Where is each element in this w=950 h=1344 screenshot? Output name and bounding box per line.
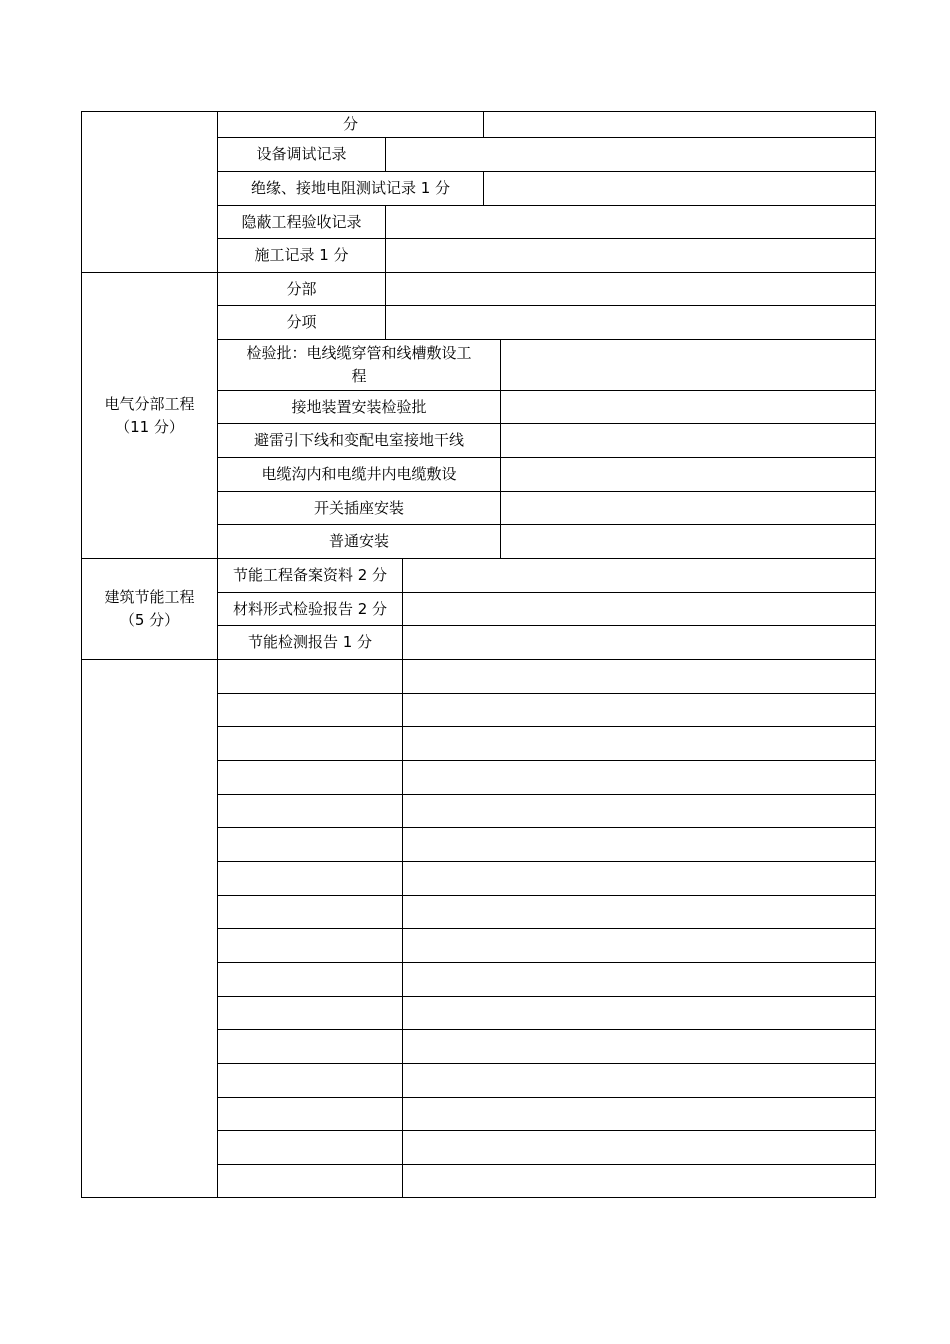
item-label: 接地装置安装检验批 [291, 397, 427, 416]
item-label: 分项 [286, 313, 317, 331]
item-label: 分部 [286, 279, 317, 298]
category-cell [82, 559, 217, 659]
row-divider [217, 895, 876, 896]
category-label: 建筑节能工程 [104, 588, 195, 606]
item-label: 节能工程备案资料 2 分 [232, 566, 388, 584]
item-cell [218, 206, 385, 238]
item-cell [218, 391, 500, 423]
item-cell [218, 239, 385, 272]
column-divider [483, 111, 484, 138]
item-cell [218, 273, 385, 305]
item-label: 设备调试记录 [256, 145, 347, 163]
column-divider [402, 558, 403, 1198]
column-divider [483, 171, 484, 206]
row-divider [217, 794, 876, 795]
item-cell [218, 172, 483, 205]
section-divider [81, 659, 876, 660]
table-bottom-border [81, 1197, 876, 1198]
item-cell [218, 458, 500, 491]
item-label: 分 [342, 115, 358, 133]
item-label: 普通安装 [328, 532, 389, 550]
category-cell [82, 273, 217, 558]
item-cell [218, 593, 402, 625]
item-label: 检验批：电线缆穿管和线槽敷设工 [246, 344, 472, 362]
row-divider [217, 861, 876, 862]
row-divider [217, 1130, 876, 1131]
item-cell [218, 492, 500, 524]
row-divider [217, 1063, 876, 1064]
row-divider [217, 827, 876, 828]
category-label: 电气分部工程 [104, 394, 195, 413]
column-divider [500, 339, 501, 559]
table-right-border [875, 111, 876, 1198]
row-divider [217, 1029, 876, 1030]
item-label: 电缆沟内和电缆井内电缆敷设 [261, 465, 457, 483]
category-score: （11 分） [115, 417, 184, 436]
item-cell [218, 306, 385, 339]
item-label: 施工记录 1 分 [254, 246, 349, 264]
row-divider [217, 726, 876, 727]
item-label: 开关插座安装 [313, 498, 404, 517]
item-cell [218, 424, 500, 457]
column-divider [385, 205, 386, 273]
item-cell [218, 138, 385, 171]
row-divider [217, 693, 876, 694]
item-label: 避雷引下线和变配电室接地干线 [253, 431, 464, 449]
item-label: 绝缘、接地电阻测试记录 1 分 [250, 179, 451, 197]
row-divider [217, 962, 876, 963]
row-divider [217, 928, 876, 929]
item-cell [218, 112, 483, 137]
item-cell [218, 559, 402, 592]
row-divider [217, 996, 876, 997]
item-label: 材料形式检验报告 2 分 [232, 599, 388, 618]
item-label-continued: 程 [351, 367, 367, 385]
item-cell [218, 525, 500, 558]
column-divider [385, 272, 386, 340]
item-cell [218, 626, 402, 659]
column-divider [385, 137, 386, 172]
row-divider [217, 760, 876, 761]
item-cell [218, 340, 500, 390]
item-label: 隐蔽工程验收记录 [241, 212, 362, 231]
category-score: （5 分） [119, 611, 180, 629]
row-divider [217, 1164, 876, 1165]
row-divider [217, 1097, 876, 1098]
item-label: 节能检测报告 1 分 [247, 633, 373, 651]
